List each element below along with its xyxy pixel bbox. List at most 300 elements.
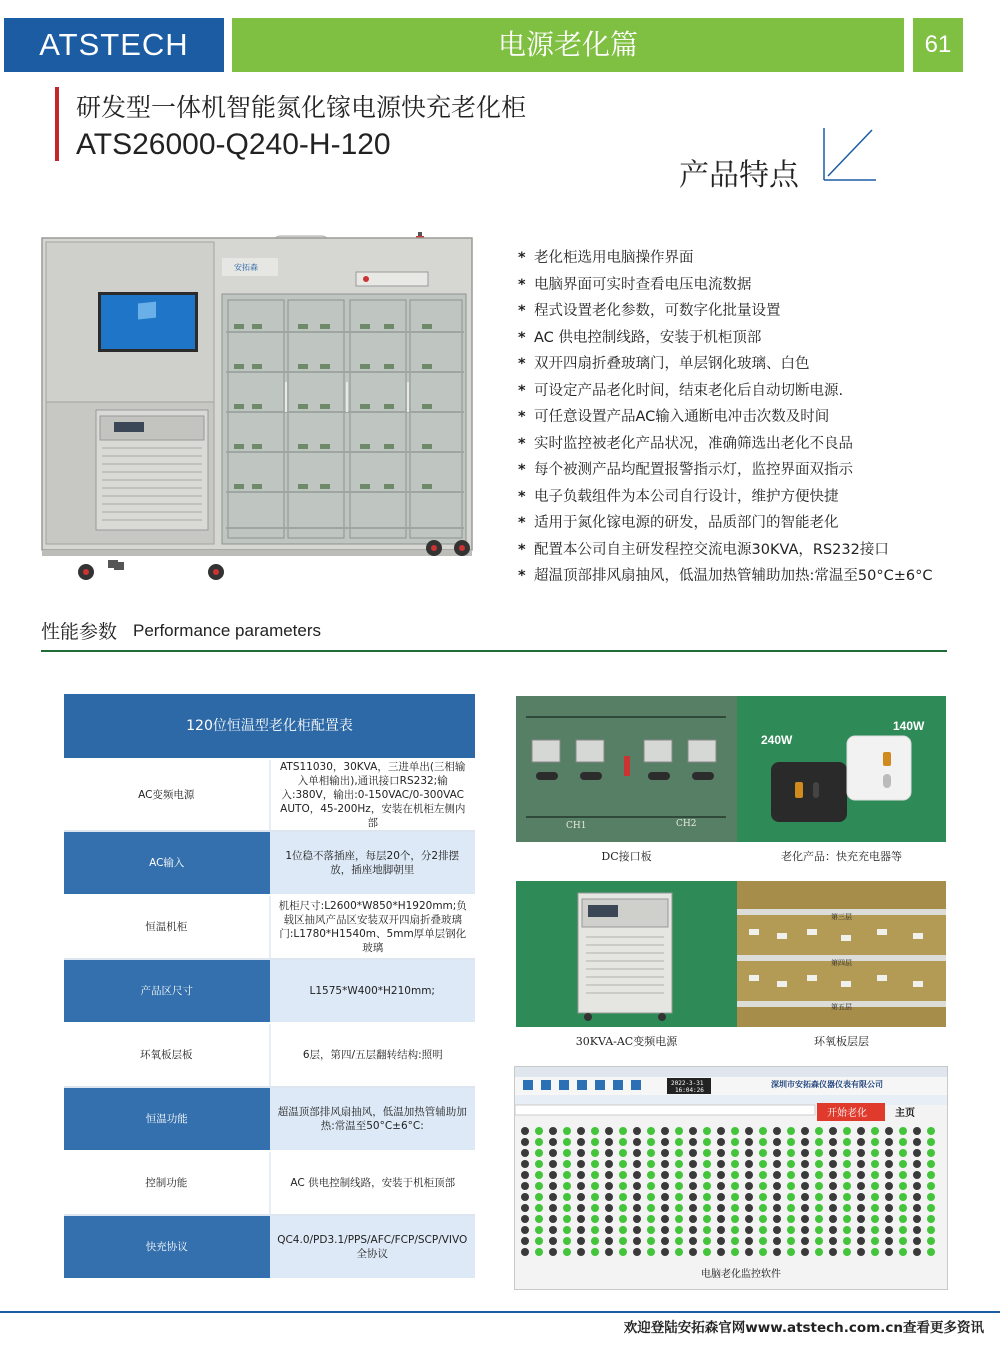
status-led <box>815 1160 823 1168</box>
status-led <box>591 1127 599 1135</box>
layer-5-label: 第五层 <box>831 1003 852 1011</box>
status-led <box>857 1226 865 1234</box>
status-led <box>871 1215 879 1223</box>
status-led <box>899 1248 907 1256</box>
status-led <box>927 1171 935 1179</box>
status-led <box>703 1226 711 1234</box>
status-led <box>871 1127 879 1135</box>
status-led <box>647 1204 655 1212</box>
status-led <box>899 1226 907 1234</box>
status-led <box>829 1237 837 1245</box>
feature-item: * 双开四扇折叠玻璃门，单层钢化玻璃、白色 <box>518 356 810 372</box>
table-row <box>64 1087 475 1151</box>
status-led <box>577 1193 585 1201</box>
status-led <box>731 1149 739 1157</box>
status-led <box>647 1182 655 1190</box>
status-led <box>843 1171 851 1179</box>
status-led <box>633 1127 641 1135</box>
status-led <box>927 1237 935 1245</box>
feature-item: * 电子负载组件为本公司自行设计，维护方便快捷 <box>518 488 839 505</box>
status-led <box>773 1160 781 1168</box>
status-led <box>829 1248 837 1256</box>
status-led <box>829 1127 837 1135</box>
status-led <box>759 1160 767 1168</box>
status-led <box>689 1226 697 1234</box>
footer-divider <box>0 1311 1000 1313</box>
status-led <box>913 1215 921 1223</box>
status-led <box>857 1182 865 1190</box>
status-led <box>871 1237 879 1245</box>
status-led <box>801 1138 809 1146</box>
status-led <box>717 1193 725 1201</box>
status-led <box>815 1226 823 1234</box>
status-led <box>661 1160 669 1168</box>
status-led <box>773 1204 781 1212</box>
table-value: 机柜尺寸:L2600*W850*H1920mm;负载区抽风产品区安装双开四扇折叠玻璃门:L1780*H1540m、5mm厚单层钢化玻璃 <box>270 895 476 959</box>
status-led <box>591 1215 599 1223</box>
status-led <box>633 1160 641 1168</box>
status-led <box>787 1171 795 1179</box>
status-led <box>927 1138 935 1146</box>
status-led <box>815 1149 823 1157</box>
software-caption: 电脑老化监控软件 <box>701 1269 781 1280</box>
feature-item: * 程式设置老化参数，可数字化批量设置 <box>518 303 781 319</box>
software-date: 2022-3-31 <box>671 1080 704 1087</box>
status-led <box>703 1138 711 1146</box>
status-led <box>563 1127 571 1135</box>
status-led <box>731 1215 739 1223</box>
status-led <box>689 1237 697 1245</box>
bullet-icon: * <box>518 303 526 319</box>
table-key: 恒温功能 <box>64 1087 270 1151</box>
feature-list <box>518 246 932 591</box>
status-led <box>913 1237 921 1245</box>
status-led <box>745 1204 753 1212</box>
status-led <box>927 1127 935 1135</box>
status-led <box>745 1127 753 1135</box>
bullet-icon: * <box>518 250 526 266</box>
status-led <box>577 1171 585 1179</box>
status-led <box>661 1193 669 1201</box>
status-led <box>619 1193 627 1201</box>
status-led <box>745 1138 753 1146</box>
status-led <box>801 1204 809 1212</box>
status-led <box>563 1237 571 1245</box>
status-led <box>689 1193 697 1201</box>
cabinet-logo: 安拓森 <box>234 263 258 272</box>
status-led <box>535 1149 543 1157</box>
ac-source-caption: 30KVA-AC变频电源 <box>575 1035 678 1048</box>
corner-arrow-icon <box>818 124 880 186</box>
status-led <box>829 1149 837 1157</box>
status-led <box>675 1149 683 1157</box>
product-model: ATS26000-Q240-H-120 <box>76 128 391 161</box>
status-led <box>675 1204 683 1212</box>
status-led <box>661 1237 669 1245</box>
bullet-icon: * <box>518 329 526 346</box>
status-led <box>563 1204 571 1212</box>
status-led <box>549 1237 557 1245</box>
status-led <box>885 1226 893 1234</box>
status-led <box>759 1182 767 1190</box>
aging-cabinet-image <box>38 232 478 582</box>
status-led <box>745 1193 753 1201</box>
status-led <box>927 1193 935 1201</box>
status-led <box>857 1138 865 1146</box>
status-led <box>857 1204 865 1212</box>
status-led <box>759 1248 767 1256</box>
status-led <box>703 1215 711 1223</box>
status-led <box>549 1127 557 1135</box>
status-led <box>885 1215 893 1223</box>
status-led <box>899 1149 907 1157</box>
status-led <box>605 1215 613 1223</box>
status-led <box>801 1193 809 1201</box>
table-row <box>64 959 475 1023</box>
chargers-photo <box>737 696 946 842</box>
page-number: 61 <box>913 18 963 72</box>
table-value: L1575*W400*H210mm; <box>270 959 476 1023</box>
status-led <box>787 1215 795 1223</box>
status-led <box>703 1204 711 1212</box>
title-accent-bar <box>55 87 59 161</box>
status-led <box>759 1215 767 1223</box>
status-led <box>871 1182 879 1190</box>
status-led <box>871 1193 879 1201</box>
ch1-label: CH1 <box>566 821 587 831</box>
status-led <box>871 1138 879 1146</box>
status-led <box>521 1127 529 1135</box>
status-led <box>647 1171 655 1179</box>
status-led <box>703 1248 711 1256</box>
status-led <box>773 1237 781 1245</box>
status-led <box>591 1248 599 1256</box>
status-led <box>927 1149 935 1157</box>
status-led <box>521 1215 529 1223</box>
status-led <box>913 1171 921 1179</box>
status-led <box>619 1248 627 1256</box>
status-led <box>549 1160 557 1168</box>
status-led <box>899 1193 907 1201</box>
status-led <box>521 1138 529 1146</box>
status-led <box>913 1226 921 1234</box>
status-led <box>661 1204 669 1212</box>
status-led <box>577 1204 585 1212</box>
table-key: 恒温机柜 <box>64 895 270 959</box>
status-led <box>689 1149 697 1157</box>
status-led <box>843 1138 851 1146</box>
table-row <box>64 895 475 959</box>
status-led <box>521 1237 529 1245</box>
status-led <box>787 1149 795 1157</box>
status-led <box>563 1182 571 1190</box>
status-led <box>843 1215 851 1223</box>
status-led <box>577 1248 585 1256</box>
status-led <box>647 1160 655 1168</box>
status-led <box>829 1182 837 1190</box>
status-led <box>535 1193 543 1201</box>
start-aging-label: 开始老化 <box>827 1108 867 1119</box>
status-led <box>619 1127 627 1135</box>
status-led <box>731 1127 739 1135</box>
status-led <box>577 1215 585 1223</box>
status-led <box>633 1149 641 1157</box>
status-led <box>619 1204 627 1212</box>
status-led <box>661 1248 669 1256</box>
table-key: 产品区尺寸 <box>64 959 270 1023</box>
status-led <box>843 1204 851 1212</box>
status-led <box>913 1204 921 1212</box>
status-led <box>591 1138 599 1146</box>
status-led <box>913 1160 921 1168</box>
status-led <box>745 1149 753 1157</box>
status-led <box>871 1226 879 1234</box>
status-led <box>871 1171 879 1179</box>
table-row <box>64 1151 475 1215</box>
table-value: 6层，第四/五层翻转结构:照明 <box>270 1023 476 1087</box>
dc-board-caption: DC接口板 <box>601 850 652 863</box>
status-led <box>549 1171 557 1179</box>
status-led <box>717 1127 725 1135</box>
status-led <box>689 1127 697 1135</box>
status-led <box>675 1193 683 1201</box>
status-led <box>871 1160 879 1168</box>
status-led <box>927 1204 935 1212</box>
status-led <box>885 1182 893 1190</box>
status-led <box>745 1182 753 1190</box>
status-led <box>647 1193 655 1201</box>
feature-item: * 适用于氮化镓电源的研发，品质部门的智能老化 <box>518 515 839 531</box>
status-led <box>563 1226 571 1234</box>
status-led <box>815 1204 823 1212</box>
chargers-caption: 老化产品：快充充电器等 <box>781 850 902 863</box>
status-led <box>773 1248 781 1256</box>
status-led <box>801 1182 809 1190</box>
table-row <box>64 759 475 831</box>
status-led <box>549 1193 557 1201</box>
status-led <box>535 1182 543 1190</box>
status-led <box>885 1127 893 1135</box>
status-led <box>829 1226 837 1234</box>
bullet-icon: * <box>518 435 526 452</box>
status-led <box>549 1226 557 1234</box>
status-led <box>689 1160 697 1168</box>
status-led <box>759 1226 767 1234</box>
status-led <box>647 1248 655 1256</box>
status-led <box>661 1138 669 1146</box>
status-led-grid <box>521 1127 935 1256</box>
bullet-icon: * <box>518 409 526 425</box>
status-led <box>605 1182 613 1190</box>
status-led <box>619 1182 627 1190</box>
feature-item: * 超温顶部排风扇抽风，低温加热管辅助加热:常温至50°C±6°C <box>518 568 933 584</box>
brand-header: ATSTECH <box>4 18 224 72</box>
status-led <box>535 1215 543 1223</box>
status-led <box>899 1182 907 1190</box>
footer-text: 欢迎登陆安拓森官网www.atstech.com.cn查看更多资讯 <box>623 1320 984 1336</box>
status-led <box>857 1149 865 1157</box>
status-led <box>815 1182 823 1190</box>
status-led <box>745 1215 753 1223</box>
status-led <box>675 1248 683 1256</box>
status-led <box>591 1171 599 1179</box>
status-led <box>843 1226 851 1234</box>
status-led <box>829 1138 837 1146</box>
home-button[interactable]: 主页 <box>895 1108 915 1119</box>
status-led <box>857 1193 865 1201</box>
status-led <box>647 1138 655 1146</box>
epoxy-caption: 环氧板层层 <box>814 1035 869 1048</box>
status-led <box>899 1127 907 1135</box>
status-led <box>857 1171 865 1179</box>
status-led <box>899 1160 907 1168</box>
bullet-icon: * <box>518 462 526 478</box>
status-led <box>591 1149 599 1157</box>
status-led <box>605 1226 613 1234</box>
status-led <box>577 1182 585 1190</box>
status-led <box>535 1127 543 1135</box>
status-led <box>913 1248 921 1256</box>
status-led <box>787 1160 795 1168</box>
status-led <box>787 1248 795 1256</box>
status-led <box>535 1171 543 1179</box>
status-led <box>633 1237 641 1245</box>
status-led <box>577 1226 585 1234</box>
feature-item: * 电脑界面可实时查看电压电流数据 <box>518 276 752 293</box>
status-led <box>535 1160 543 1168</box>
status-led <box>577 1149 585 1157</box>
table-row <box>64 1023 475 1087</box>
dc-board-photo <box>516 696 737 842</box>
status-led <box>759 1127 767 1135</box>
status-led <box>717 1248 725 1256</box>
status-led <box>773 1182 781 1190</box>
status-led <box>871 1248 879 1256</box>
status-led <box>675 1226 683 1234</box>
performance-title-en: Performance parameters <box>133 621 322 640</box>
feature-item: * 实时监控被老化产品状况，准确筛选出老化不良品 <box>518 435 853 452</box>
status-led <box>563 1193 571 1201</box>
status-led <box>689 1248 697 1256</box>
status-led <box>787 1127 795 1135</box>
status-led <box>619 1149 627 1157</box>
status-led <box>857 1215 865 1223</box>
status-led <box>843 1182 851 1190</box>
status-led <box>661 1182 669 1190</box>
status-led <box>703 1182 711 1190</box>
status-led <box>647 1237 655 1245</box>
status-led <box>521 1149 529 1157</box>
layer-4-label: 第四层 <box>831 959 852 967</box>
status-led <box>731 1182 739 1190</box>
status-led <box>633 1215 641 1223</box>
status-led <box>815 1138 823 1146</box>
status-led <box>913 1149 921 1157</box>
feature-item: * 可设定产品老化时间，结束老化后自动切断电源. <box>518 382 844 399</box>
status-led <box>605 1138 613 1146</box>
status-led <box>647 1215 655 1223</box>
status-led <box>717 1204 725 1212</box>
feature-item: * 老化柜选用电脑操作界面 <box>518 250 694 266</box>
performance-title-cn: 性能参数 <box>41 621 118 643</box>
label-140w: 140W <box>893 719 925 733</box>
status-led <box>885 1138 893 1146</box>
software-time: 16:04:26 <box>675 1087 704 1094</box>
status-led <box>619 1160 627 1168</box>
status-led <box>675 1160 683 1168</box>
status-led <box>913 1193 921 1201</box>
status-led <box>773 1215 781 1223</box>
bullet-icon: * <box>518 541 526 558</box>
status-led <box>801 1171 809 1179</box>
status-led <box>913 1127 921 1135</box>
status-led <box>675 1182 683 1190</box>
status-led <box>857 1127 865 1135</box>
bullet-icon: * <box>518 382 526 399</box>
status-led <box>773 1149 781 1157</box>
status-led <box>801 1127 809 1135</box>
feature-item: * 配置本公司自主研发程控交流电源30KVA，RS232接口 <box>518 541 889 558</box>
status-led <box>885 1248 893 1256</box>
status-led <box>773 1127 781 1135</box>
status-led <box>633 1226 641 1234</box>
monitoring-software-screenshot <box>514 1066 948 1290</box>
status-led <box>801 1248 809 1256</box>
layer-3-label: 第三层 <box>831 913 852 921</box>
status-led <box>563 1138 571 1146</box>
status-led <box>717 1226 725 1234</box>
status-led <box>829 1193 837 1201</box>
status-led <box>633 1204 641 1212</box>
table-row <box>64 831 475 895</box>
status-led <box>703 1193 711 1201</box>
status-led <box>927 1160 935 1168</box>
status-led <box>717 1215 725 1223</box>
status-led <box>871 1204 879 1212</box>
status-led <box>717 1182 725 1190</box>
status-led <box>759 1149 767 1157</box>
bullet-icon: * <box>518 276 526 293</box>
status-led <box>563 1149 571 1157</box>
status-led <box>927 1215 935 1223</box>
features-heading: 产品特点 <box>679 158 799 193</box>
table-row <box>64 1215 475 1279</box>
status-led <box>605 1127 613 1135</box>
table-value: 1位稳不落插座，每层20个，分2排摆放，插座地脚朝里 <box>270 831 476 895</box>
status-led <box>899 1237 907 1245</box>
status-led <box>759 1237 767 1245</box>
status-led <box>731 1171 739 1179</box>
status-led <box>927 1226 935 1234</box>
status-led <box>605 1204 613 1212</box>
status-led <box>577 1127 585 1135</box>
ac-source-photo <box>516 881 737 1027</box>
status-led <box>843 1237 851 1245</box>
status-led <box>773 1138 781 1146</box>
status-led <box>521 1193 529 1201</box>
status-led <box>689 1204 697 1212</box>
status-led <box>619 1215 627 1223</box>
status-led <box>535 1226 543 1234</box>
status-led <box>549 1149 557 1157</box>
status-led <box>535 1204 543 1212</box>
status-led <box>689 1182 697 1190</box>
status-led <box>913 1138 921 1146</box>
status-led <box>885 1160 893 1168</box>
status-led <box>549 1204 557 1212</box>
status-led <box>577 1160 585 1168</box>
status-led <box>857 1160 865 1168</box>
